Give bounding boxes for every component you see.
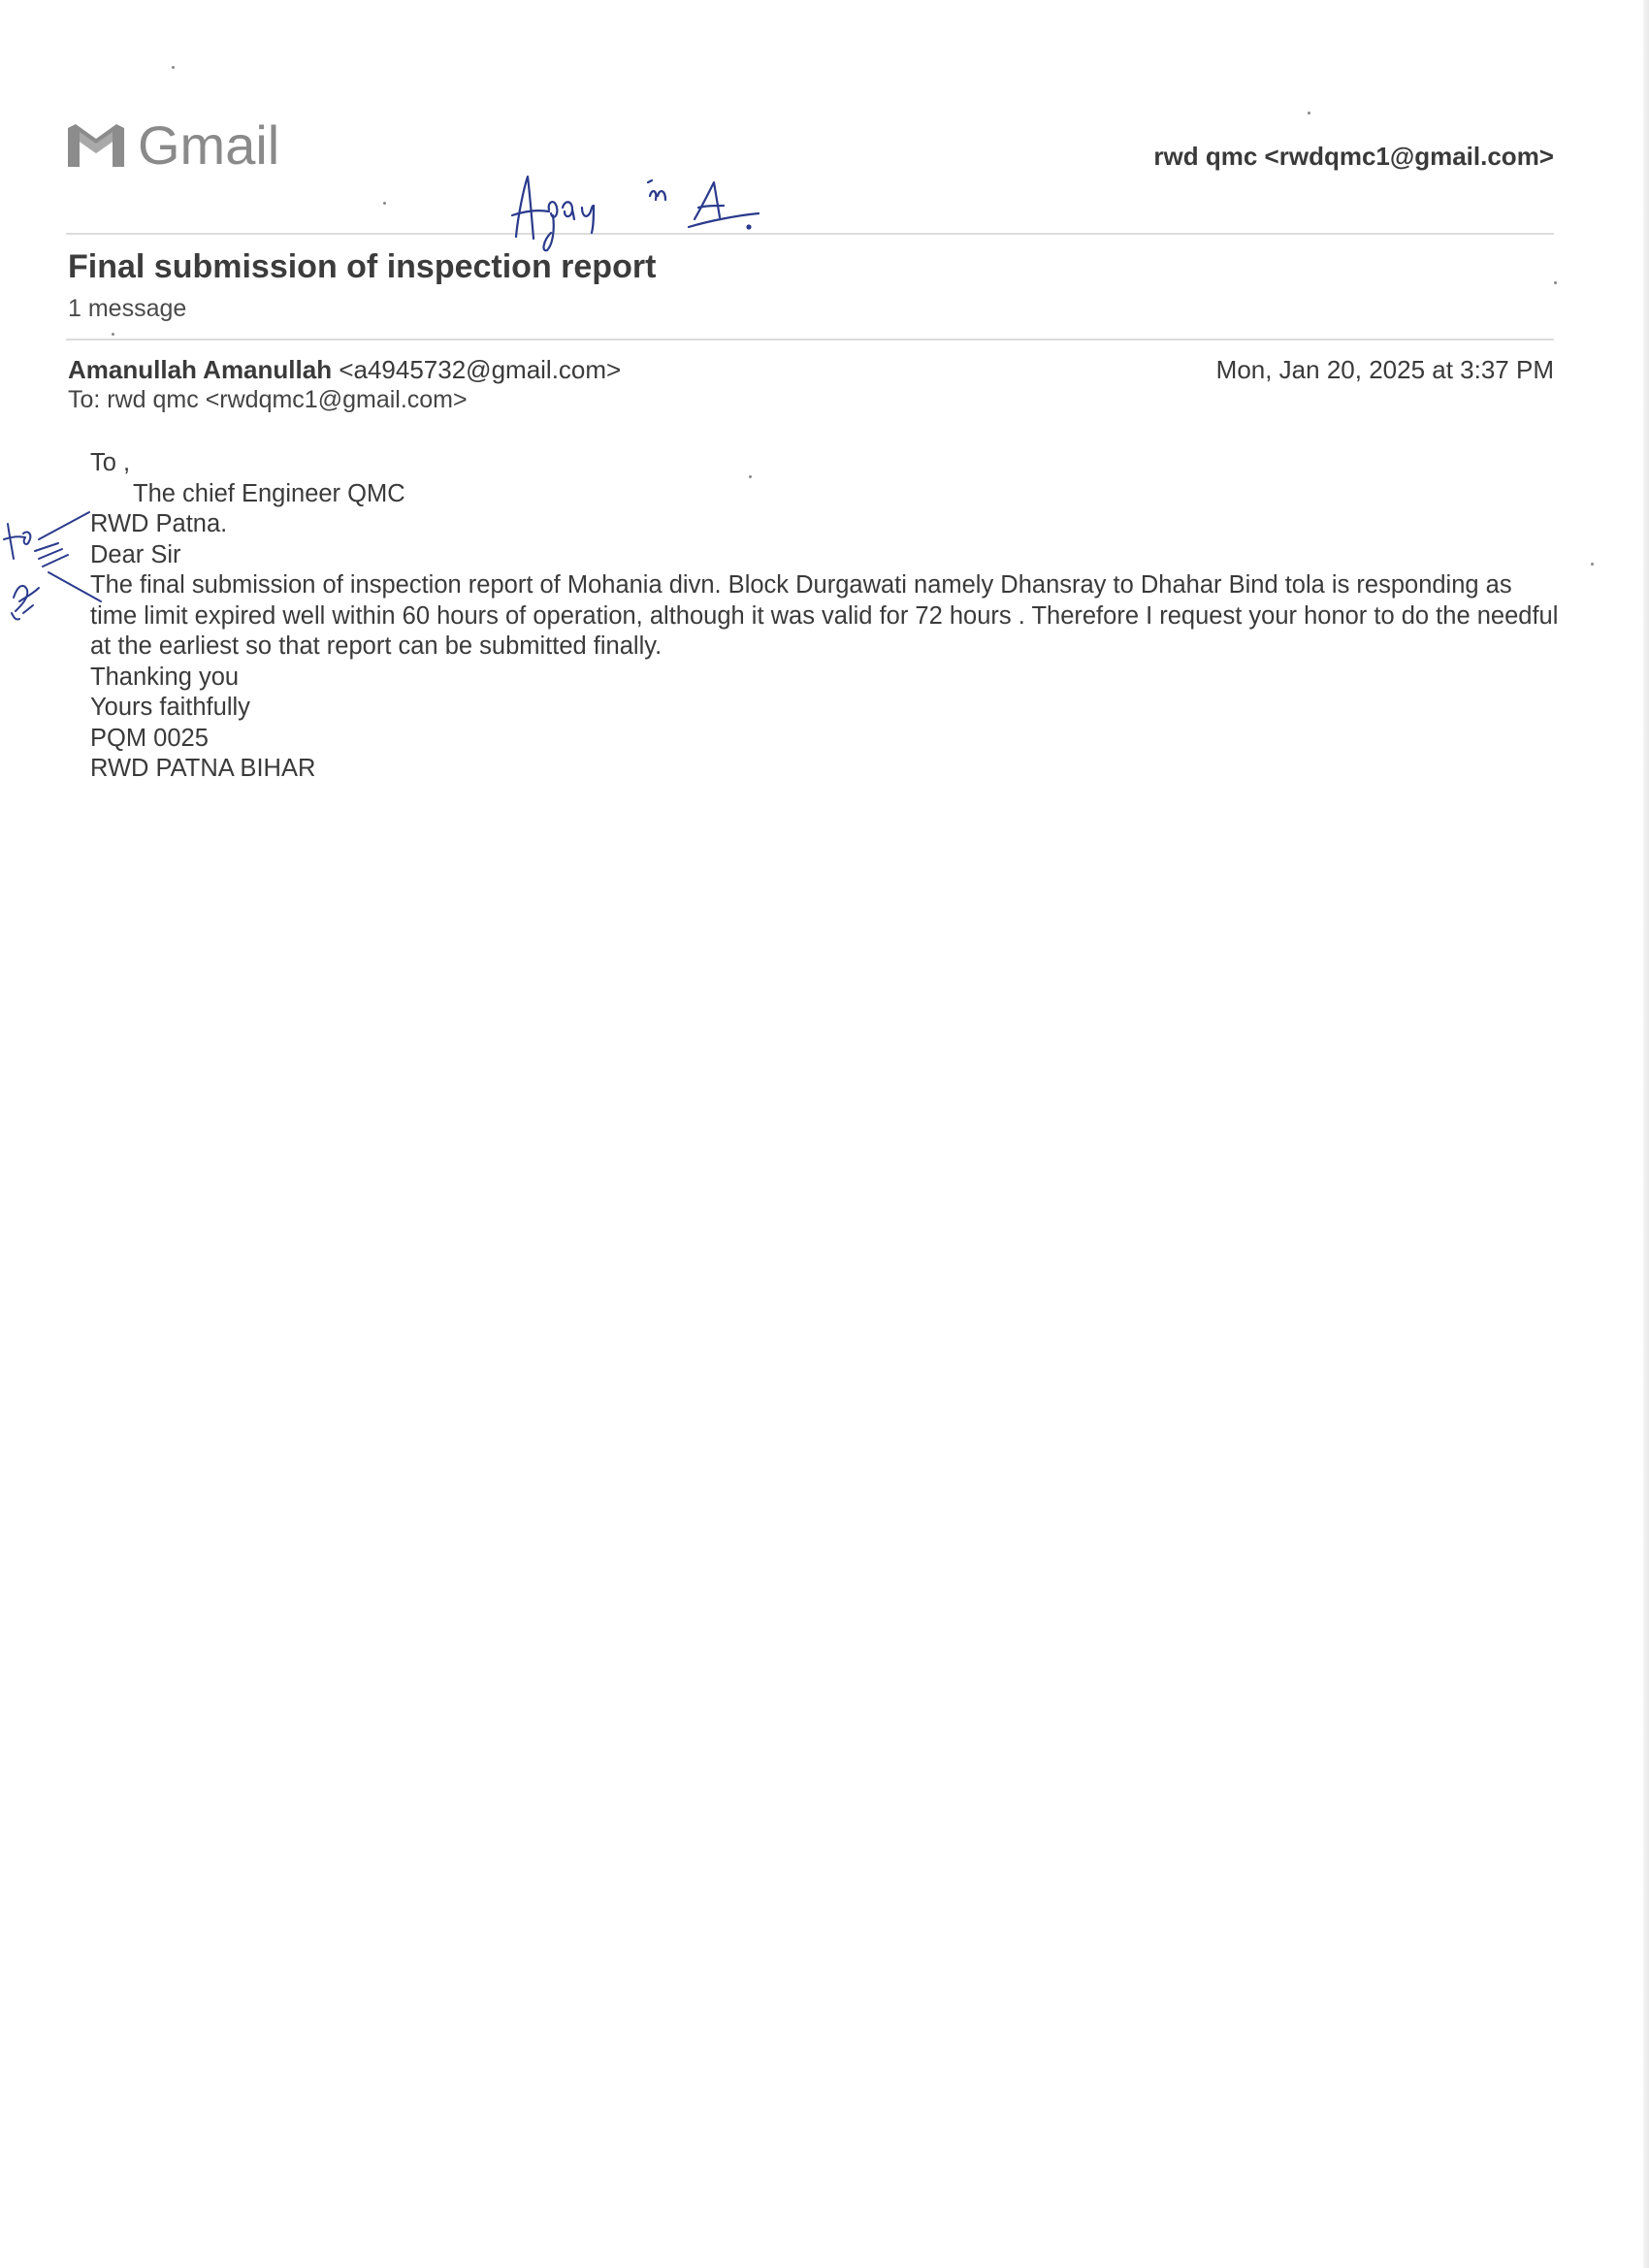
- scan-speck: [112, 333, 114, 336]
- body-addressee-1: The chief Engineer QMC: [133, 479, 405, 507]
- scan-edge: [1643, 0, 1649, 2268]
- account-email: rwd qmc <rwdqmc1@gmail.com>: [1153, 142, 1554, 171]
- message-date: Mon, Jan 20, 2025 at 3:37 PM: [1215, 355, 1554, 384]
- scan-speck: [1308, 112, 1310, 114]
- scan-speck: [749, 475, 752, 478]
- scan-speck: [1591, 563, 1594, 566]
- body-addressee-2: RWD Patna.: [90, 510, 228, 537]
- body-sign-org: RWD PATNA BIHAR: [90, 755, 316, 782]
- body-greeting: Dear Sir: [90, 540, 181, 568]
- sender-name: Amanullah Amanullah: [68, 355, 333, 384]
- message-body: [90, 448, 1565, 785]
- sender: [68, 355, 621, 385]
- message-count: 1 message: [68, 295, 187, 322]
- body-closing-2: Yours faithfully: [90, 694, 250, 721]
- subject-divider: [66, 339, 1554, 340]
- body-to: To ,: [90, 449, 131, 476]
- handwritten-signature-top: [504, 167, 766, 254]
- scan-speck: [172, 66, 175, 69]
- gmail-m-icon: [66, 122, 126, 169]
- body-closing-1: Thanking you: [90, 663, 240, 691]
- scan-speck: [1554, 281, 1557, 284]
- header-divider: [66, 233, 1554, 235]
- body-paragraph: The final submission of inspection report of Mohania divn. Block Durgawati namely Dhansray to Dhahar Bind tola is responding as time limit expired well within 60 hours of operation, although it was valid for 72 hours . Therefore I request your honor to do the needful at the earliest so that report can be submitted finally.: [90, 571, 1559, 660]
- scan-speck: [383, 202, 386, 205]
- sender-email: <a4945732@gmail.com>: [339, 355, 622, 384]
- email-subject: Final submission of inspection report: [68, 248, 657, 285]
- gmail-logo: [66, 114, 280, 176]
- recipient-line: To: rwd qmc <rwdqmc1@gmail.com>: [68, 386, 468, 413]
- body-sign-id: PQM 0025: [90, 724, 209, 752]
- gmail-logo-text: Gmail: [138, 114, 280, 176]
